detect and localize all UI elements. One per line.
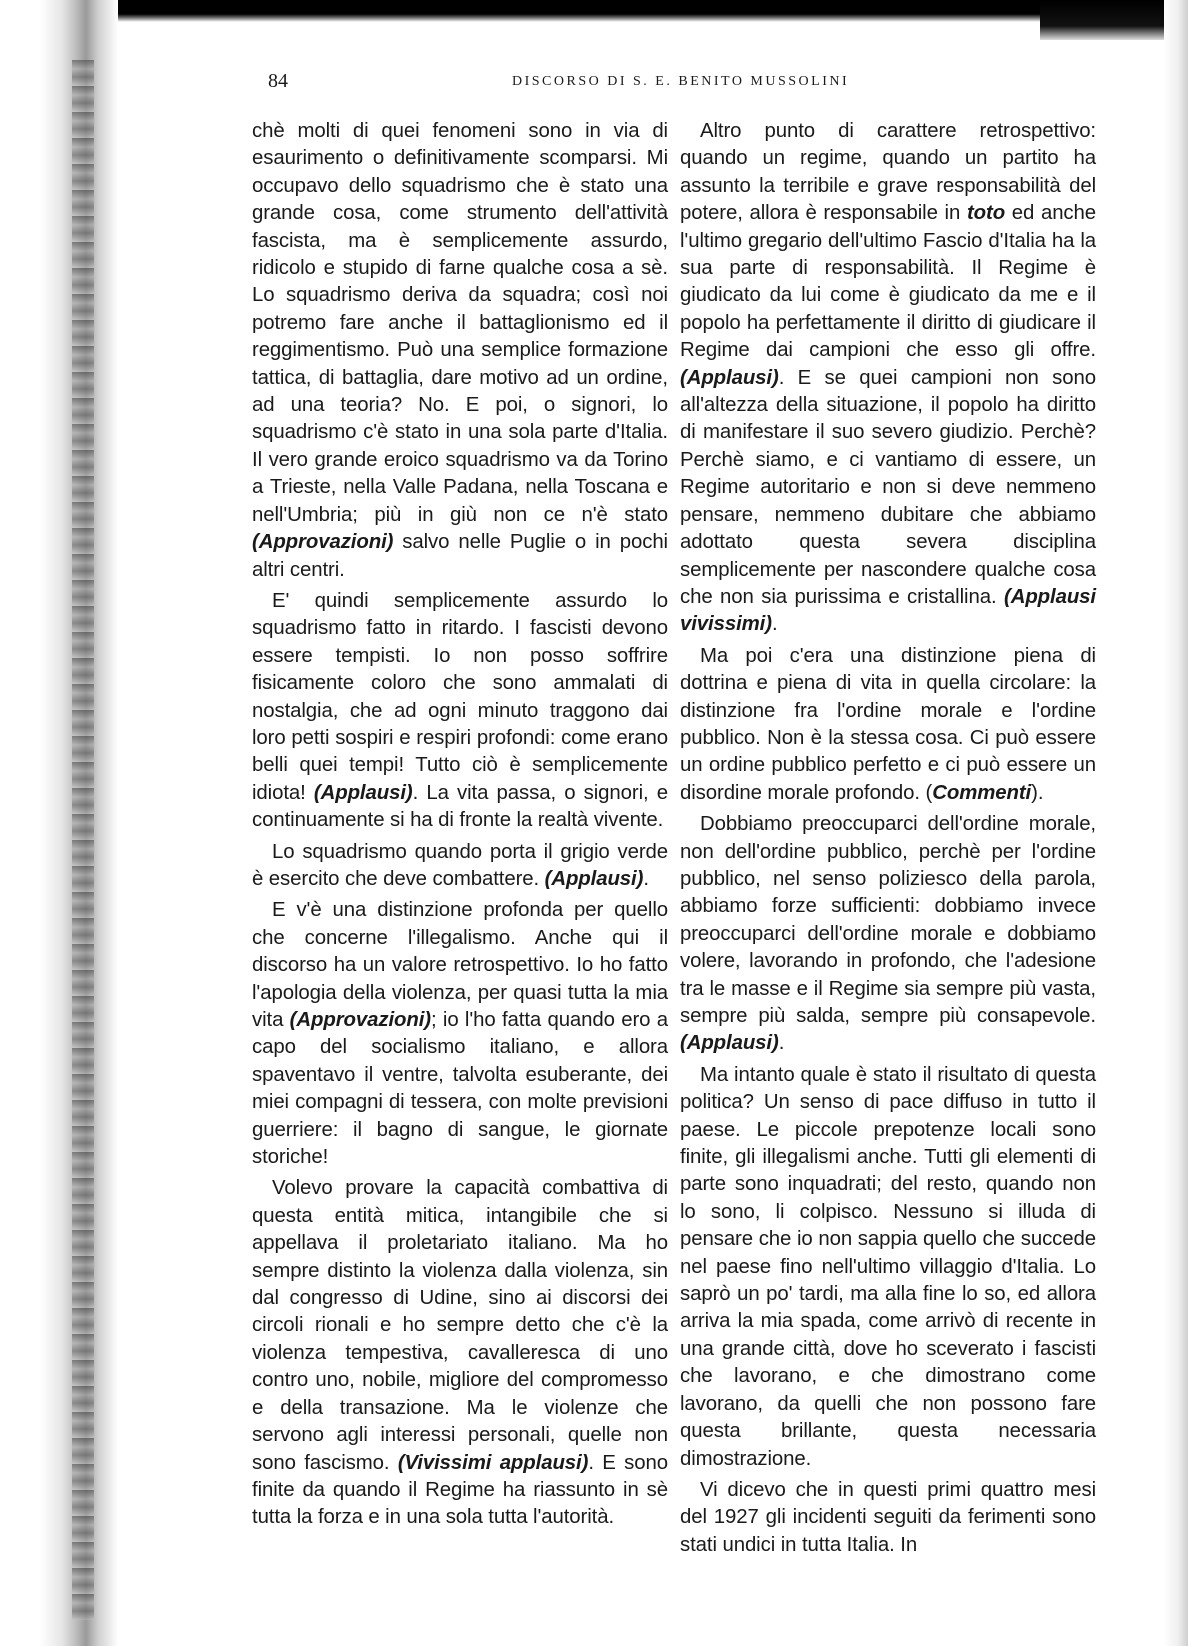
scan-edge-right bbox=[1164, 0, 1188, 1646]
paragraph: Dobbiamo preoccuparci dell'ordine morale, non dell'ordine pubblico, perchè per l'ordine pubblico, nel senso poliziesco della parola, abbiamo forze sufficienti: dobbiamo invece preoccuparci dell'ordine morale e dobbiamo volere, lavorando in profondo, che l'adesione tra le masse e il Regime sia sempre più vasta, sempre più salda, sempre più consapevole. (Applausi). bbox=[680, 813, 1096, 1055]
page-number: 84 bbox=[268, 70, 288, 92]
paragraph: Volevo provare la capacità combattiva di questa entità mitica, intangibile che si appellava il proletariato italiano. Ma ho sempre distinto la violenza dalla violenza, sin dal congresso di Udine, sino ai discorsi dei circoli rionali e ho sempre detto che c'è la violenza tempestiva, cavalleresca di uno contro uno, nobile, migliore del compromesso e della transazione. Ma le violenze che servono agli interessi personali, quelle non sono fascismo. (Vivissimi applausi). E sono finite da quando il Regime ha riassunto in sè tutta la forza e in una sola tutta l'autorità. bbox=[252, 1177, 668, 1529]
running-head: DISCORSO DI S. E. BENITO MUSSOLINI bbox=[512, 74, 850, 89]
right-column bbox=[680, 118, 1096, 1559]
paragraph: E' quindi semplicemente assurdo lo squadrismo fatto in ritardo. I fascisti devono essere tempisti. Io non posso soffrire fisicamente coloro che sono ammalati di nostalgia, che ad ogni minuto traggono dai loro petti sospiri e respiri profondi: come erano belli quei tempi! Tutto ciò è semplicemente idiota! (Applausi). La vita passa, o signori, e continuamente si ha di fronte la realtà vivente. bbox=[252, 589, 668, 832]
scan-binding-shadow bbox=[0, 0, 118, 1646]
left-column bbox=[252, 118, 668, 1532]
paragraph: Altro punto di carattere retrospettivo: quando un regime, quando un partito ha assunto la terribile e grave responsabilità del potere, allora è responsabile in toto ed anche l'ultimo gregario dell'ultimo Fascio d'Italia ha la sua parte di responsabilità. Il Regime è giudicato da lui come è giudicato da me e il popolo ha perfettamente il diritto di giudicare il Regime dai campioni che esso gli offre. (Applausi). E se quei campioni non sono all'altezza della situazione, il popolo ha diritto di manifestare il suo severo giudizio. Perchè? Perchè siamo, e ci vantiamo di essere, un Regime autoritario e non si deve nemmeno pensare, nemmeno dubitare che abbiamo adottato questa severa disciplina semplicemente per nascondere qualche cosa che non sia purissima e cristallina. (Applausi vivissimi). bbox=[680, 120, 1097, 636]
scan-binding-bar bbox=[72, 60, 94, 1620]
page-header bbox=[0, 0, 1188, 110]
paragraph: E v'è una distinzione profonda per quello che concerne l'illegalismo. Anche qui il discorso ha un valore retrospettivo. Io ho fatto l'apologia della violenza, per quasi tutta la mia vita (Approvazioni); io l'ho fatta quando ero a capo del socialismo italiano, e allora spaventavo il ventre, talvolta esuberante, dei miei compagni di tessera, con molte previsioni guerriere: il bagno di sangue, le giornate storiche! bbox=[252, 899, 668, 1169]
paragraph: Ma poi c'era una distinzione piena di dottrina e piena di vita in quella circolare: la distinzione fra l'ordine morale e l'ordine pubblico. Non è la stessa cosa. Ci può essere un ordine pubblico perfetto e ci può essere un disordine morale profondo. (Commenti). bbox=[680, 644, 1096, 804]
paragraph: Lo squadrismo quando porta il grigio verde è esercito che deve combattere. (Applausi). bbox=[252, 840, 668, 890]
paragraph: Vi dicevo che in questi primi quattro mesi del 1927 gli incidenti seguiti da ferimenti sono stati undici in tutta Italia. In bbox=[680, 1478, 1096, 1556]
paragraph: Ma intanto quale è stato il risultato di questa politica? Un senso di pace diffuso in tutto il paese. Le piccole prepotenze locali sono finite, gli illegalismi anche. Tutti gli elementi di parte sono inquadrati; del resto, quando non lo sono, li colpisco. Nessuno si illuda di pensare che io non sappia quello che succede nel paese fino nell'ultimo villaggio d'Italia. Lo saprò un po' tardi, ma alla fine lo so, ed allora arriva la mia spada, come arrivò di recente in una grande città, dove ho sceverato i fascisti che lavorano, e che dimostrano come lavorano, da quelli che non possono fare questa brillante, questa necessaria dimostrazione. bbox=[680, 1063, 1096, 1470]
paragraph: chè molti di quei fenomeni sono in via di esaurimento o definitivamente scomparsi. Mi occupavo dello squadrismo che è stato una grande cosa, come strumento dell'attività fascista, ma è semplicemente assurdo, ridicolo e stupido di farne qualche cosa a sè. Lo squadrismo deriva da squadra; così noi potremo fare anche il battaglionismo ed il reggimentismo. Può una semplice formazione tattica, di battaglia, dare motivo ad un ordine, ad una teoria? No. E poi, o signori, lo squadrismo c'è stato in una sola parte d'Italia. Il vero grande eroico squadrismo va da Torino a Trieste, nella Valle Padana, nella Toscana e nell'Umbria; più in giù non ce n'è stato (Approvazioni) salvo nelle Puglie o in pochi altri centri. bbox=[252, 120, 668, 581]
